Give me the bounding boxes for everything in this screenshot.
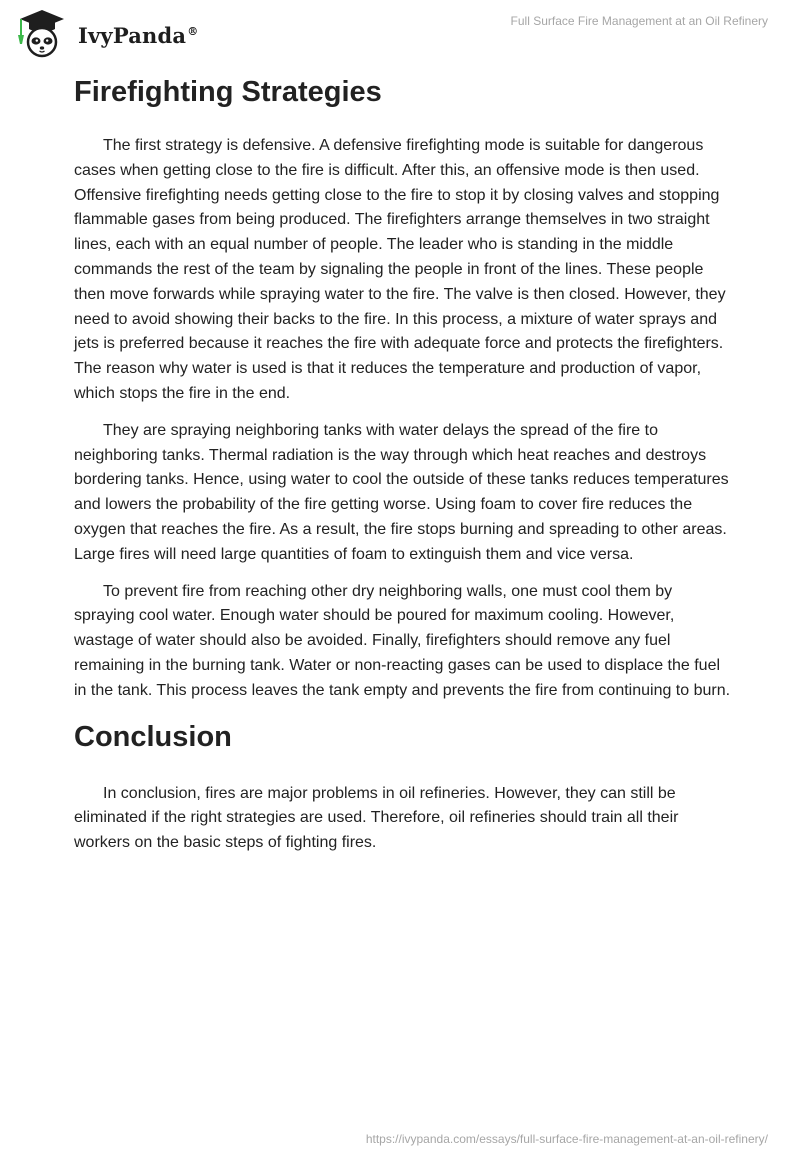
- source-url-link[interactable]: https://ivypanda.com/essays/full-surface-fire-management-at-an-oil-refinery/: [365, 1132, 768, 1146]
- page-header: [0, 0, 800, 70]
- paragraph: In conclusion, fires are major problems in oil refineries. However, they can still be eliminated if the right strategies are used. Therefore, oil refineries should train all their workers on the basic steps of fighting fires.: [74, 784, 679, 852]
- registered-mark: ®: [187, 24, 199, 38]
- section-heading-strategies: Firefighting Strategies: [74, 76, 382, 108]
- section-heading-conclusion: Conclusion: [74, 720, 232, 753]
- brand-name: IvyPanda®: [78, 22, 199, 48]
- paragraph: They are spraying neighboring tanks with water delays the spread of the fire to neighboring tanks. Thermal radiation is the way through which heat reaches and destroys bordering tanks. Hence, using water to cool the outside of these tanks reduces temperatures and lowers the probability of the fire getting worse. Using foam to cover fire reduces the oxygen that reaches the fire. As a result, the fire stops burning and spreading to other areas. Large fires will need large quantities of foam to extinguish them and vice versa.: [74, 421, 729, 563]
- paragraph: To prevent fire from reaching other dry neighboring walls, one must cool them by spraying cool water. Enough water should be poured for maximum cooling. However, wastage of water should also be avoided. Finally, firefighters should remove any fuel remaining in the burning tank. Water or non-reacting gases can be used to displace the fuel in the tank. This process leaves the tank empty and prevents the fire from continuing to burn.: [74, 582, 731, 699]
- document-title: Full Surface Fire Management at an Oil Refinery: [510, 14, 768, 28]
- ivypanda-logo[interactable]: [14, 8, 198, 58]
- panda-graduation-cap-icon: [14, 8, 70, 58]
- essay-content: [74, 70, 734, 868]
- paragraph: The first strategy is defensive. A defensive firefighting mode is suitable for dangerous cases when getting close to the fire is difficult. After this, an offensive mode is then used. Offensive firefighting needs getting close to the fire to stop it by closing valves and stopping flammable gases from being produced. The firefighters arrange themselves in two straight lines, each with an equal number of people. The leader who is standing in the middle commands the rest of the team by signaling the people in front of the lines. These people then move forwards while spraying water to the fire. The valve is then closed. However, they need to avoid showing their backs to the fire. In this process, a mixture of water sprays and jets is preferred because it reaches the fire with adequate force and protects the firefighters. The reason why water is used is that it reduces the temperature and production of vapor, which stops the fire in the end.: [74, 137, 726, 402]
